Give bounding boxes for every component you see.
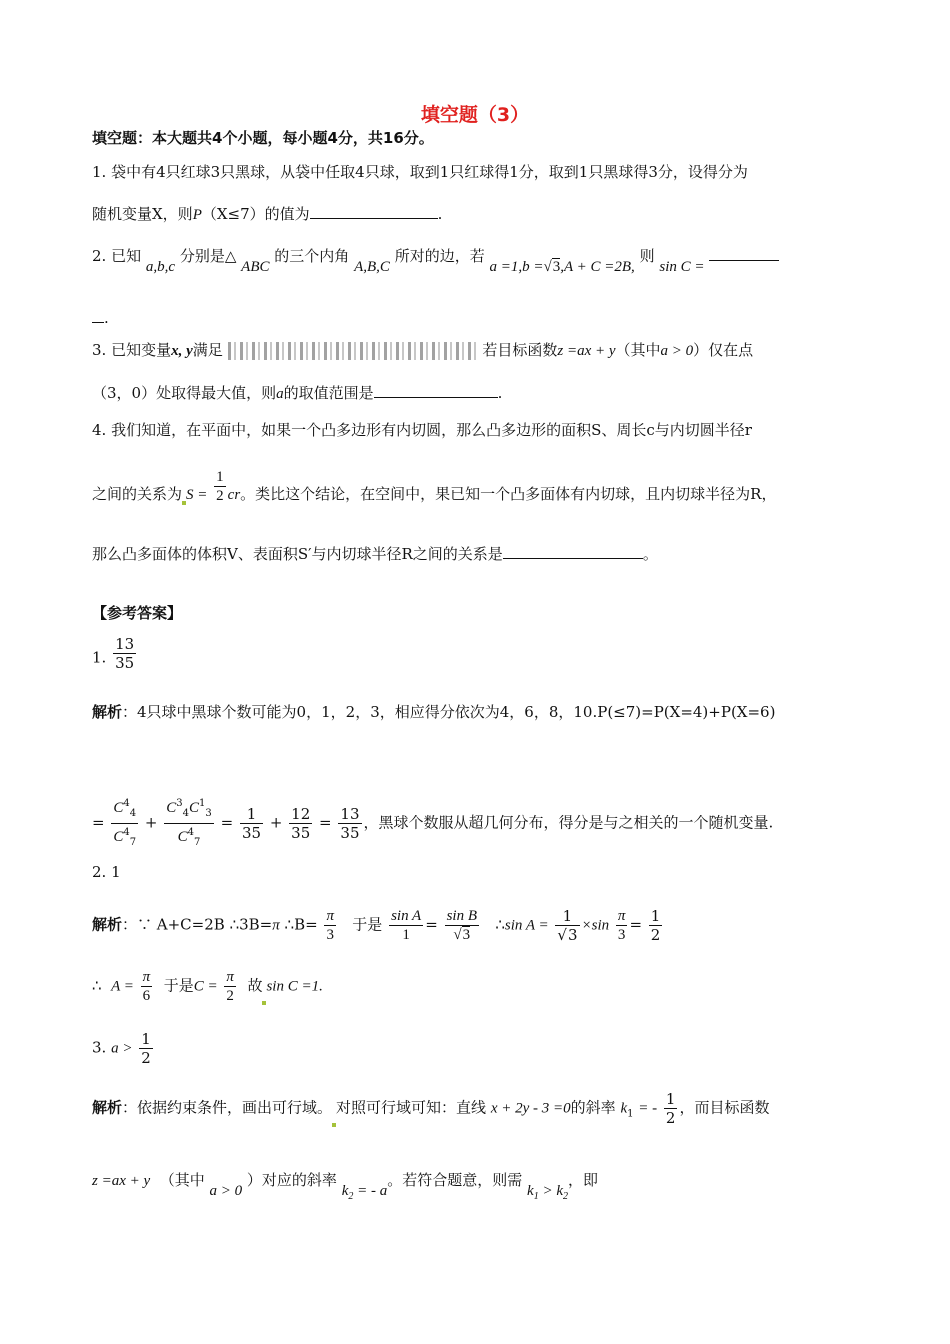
answer-2-explanation-1: 解析：∵ A+C=2B ∴3B=π ∴B= $\frac{\pi}{3}$ 于是 $\frac{\text{sin A}}{1}$ = $\frac{\text{sin B}}{√3}$ ∴sin A = $\frac{1}{√3}$ ×sin $\frac{\pi}{3}$ = $\frac{1}{2}$ [92,907,661,944]
question-3-line-2: （3，0）处取得最大值，则a的取值范围是 . [92,384,503,402]
answer-1-formula: = $\frac{C^4_4}{C^4_7}$ + $\frac{C^3_4C^1_3}{C^4_7}$ = $\frac{1}{35}$ + $\frac{12}{35}$ = $\frac{13}{35}$ ，黑球个数服从超几何分布，得分是与之相关的一个随机变量. [92,795,773,852]
question-4-line-3: 那么凸多面体的体积V、表面积S′与内切球半径R之间的关系是 。 [92,545,658,563]
question-1-line-2: 随机变量X，则P（X≤7）的值为 . [92,205,443,223]
answer-2: 2. 1 [92,863,121,881]
answer-3-explanation-2: z =ax + y （其中 a > 0 ）对应的斜率 $k_2$ = - a。若符合题意，则需 $k_1 > k_2$，即 [92,1171,599,1202]
answer-blank-2[interactable] [709,246,779,261]
answer-blank-1[interactable] [310,204,438,219]
question-3-line-1: 3. 已知变量x, y满足 若目标函数z =ax + y（其中a > 0）仅在点 [92,341,754,359]
intro-text: 填空题：本大题共4个小题，每小题4分，共16分。 [92,129,434,147]
question-2-line-2: . [92,308,109,328]
answer-1: 1. $\frac{13}{35}$ [92,635,135,672]
answer-2-explanation-2: ∴ A = $\frac{\pi}{6}$ 于是C = $\frac{\pi}{2}$ 故 sin C =1. [92,969,323,1004]
question-4-line-2: 之间的关系为 S = $\frac{1}{2}$ cr。类比这个结论，在空间中，果已知一个凸多面体有内切球，且内切球半径为R， [92,468,777,504]
question-2-line-1: 2. 已知 a,b,c 分别是△ ABC 的三个内角 A,B,C 所对的边，若 a =1,b =√3,A + C =2B, 则 sin C = [92,246,779,267]
answer-blank-3[interactable] [374,383,498,398]
question-1-line-1: 1. 袋中有4只红球3只黑球，从袋中任取4只球，取到1只红球得1分，取到1只黑球得3分，设得分为 [92,163,748,181]
answer-1-explanation: 解析：4只球中黑球个数可能为0，1，2，3，相应得分依次为4，6，8，10.P(≤7)=P(X=4)+P(X=6) [92,703,776,721]
answers-header: 【参考答案】 [92,604,183,622]
question-4-line-1: 4. 我们知道，在平面中，如果一个凸多边形有内切圆，那么凸多边形的面积S、周长c与内切圆半径r [92,421,752,439]
answer-3-explanation-1: 解析：依据约束条件，画出可行域。 对照可行域可知：直线 x + 2y - 3 =0的斜率 $k_1$ = - $\frac{1}{2}$ ，而目标函数 [92,1090,770,1127]
answer-3: 3. a > $\frac{1}{2}$ [92,1030,151,1067]
constraint-system-image [228,342,478,360]
page-title: 填空题（3） [420,104,530,126]
answer-blank-4[interactable] [503,544,643,559]
